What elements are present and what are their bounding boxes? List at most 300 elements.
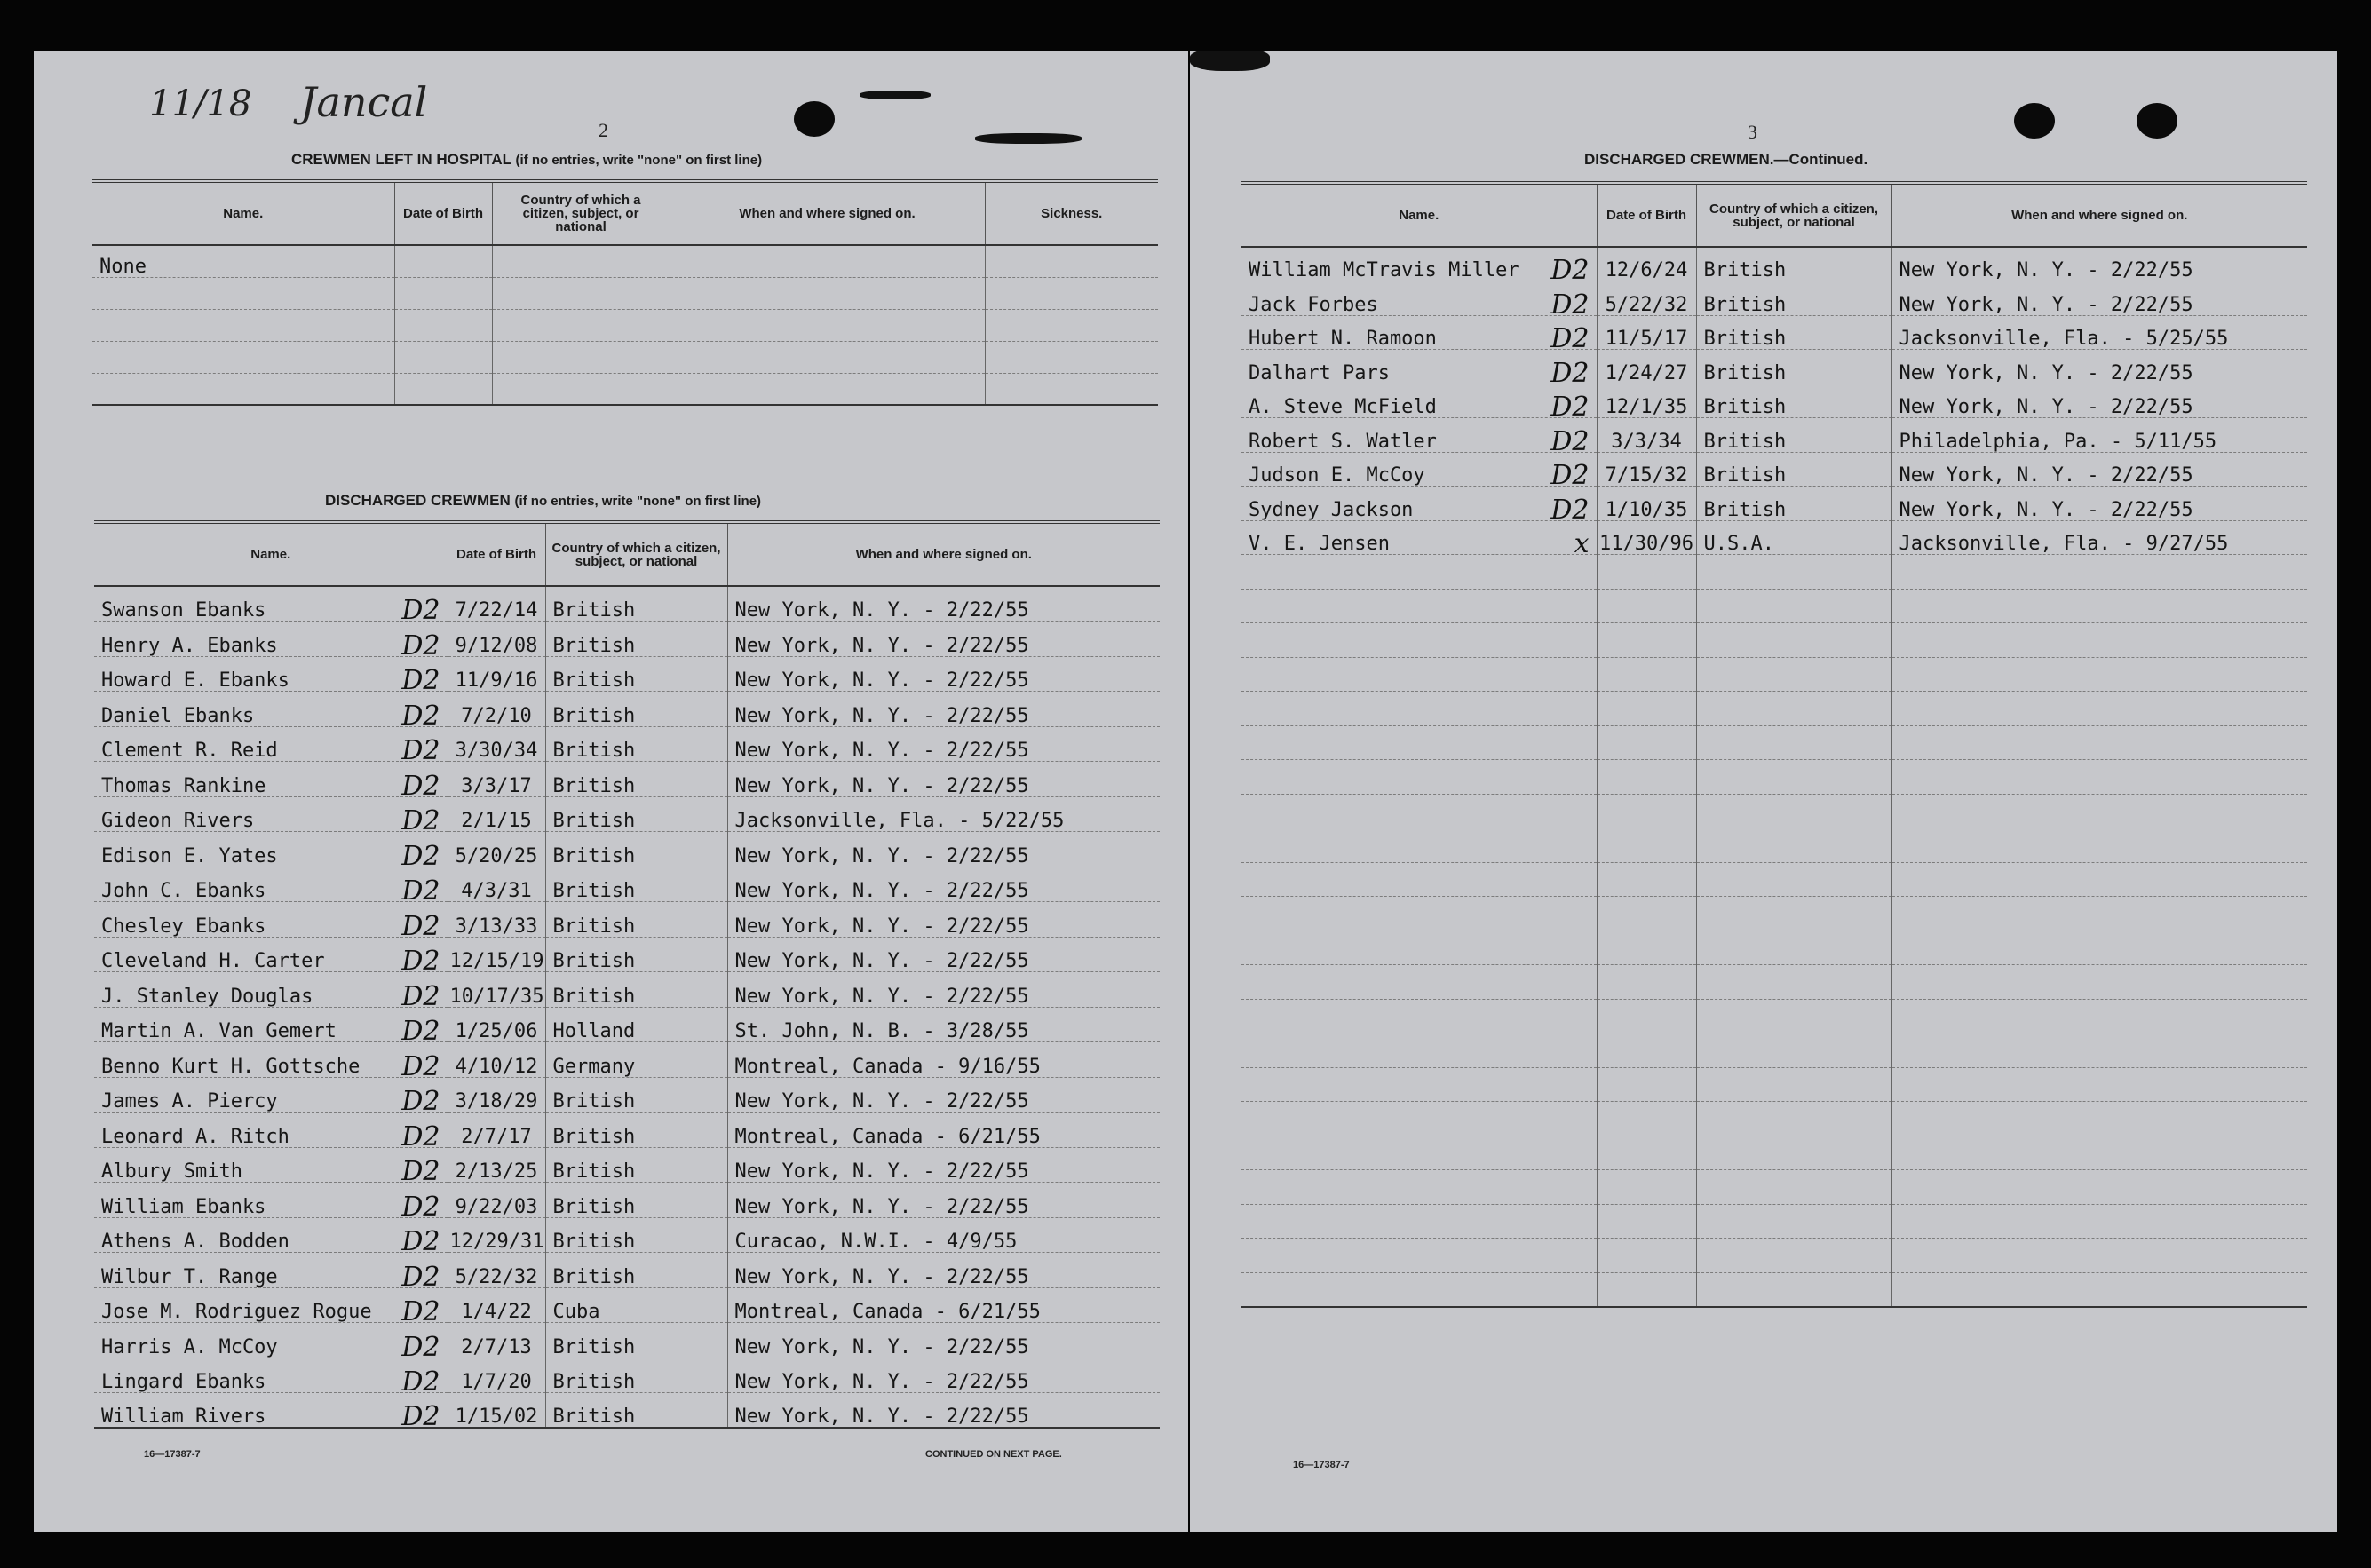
cell-dob: 1/24/27 [1597,350,1696,384]
cell-name [94,586,448,622]
table-row-empty [1241,692,2307,726]
cell-dob [1597,589,1696,623]
table-row-empty [1241,1102,2307,1136]
cell-name [1241,350,1597,384]
cell-signed-on [670,309,985,341]
discharge-mark: D2 [401,1331,440,1358]
cell-signed-on: New York, N. Y. - 2/22/55 [727,622,1160,657]
cell-country: British [545,796,727,832]
discharge-mark: D2 [401,770,440,796]
cell-signed-on: New York, N. Y. - 2/22/55 [727,972,1160,1008]
cell-signed-on [670,277,985,309]
cell-signed-on [1891,828,2307,863]
table-row [1241,418,2307,453]
cell-name [94,902,448,938]
cell-signed-on [1891,657,2307,692]
cell-country: British [545,1113,727,1148]
crew-name: Sydney Jackson [1249,498,1414,520]
punch-hole [794,101,835,137]
cell-country: Holland [545,1007,727,1042]
cell-name [94,1077,448,1113]
cell-name [94,832,448,867]
cell-signed-on: New York, N. Y. - 2/22/55 [727,762,1160,797]
col-header-name: Name. [94,522,448,586]
cell-country: British [1696,247,1891,281]
cell-name [94,656,448,692]
cell-dob [1597,1136,1696,1170]
cell-name [94,1007,448,1042]
cell-sickness [985,309,1158,341]
cell-dob: 5/22/32 [1597,281,1696,316]
cell-name [1241,725,1597,760]
cell-signed-on [1891,999,2307,1033]
discharge-mark: D2 [401,840,440,867]
discharge-mark: D2 [401,1121,440,1147]
form-number: 16—17387-7 [1293,1460,1350,1470]
cell-signed-on [1891,897,2307,931]
discharge-mark: D2 [1550,392,1590,418]
cell-name [1241,999,1597,1033]
cell-dob: 7/22/14 [448,586,545,622]
table-row [94,1253,1160,1288]
table-row-empty [1241,589,2307,623]
col-header-country: Country of which a citizen, subject, or national [492,181,670,245]
table-row [1241,452,2307,487]
discharged-table [94,520,1160,1429]
cell-signed-on: Jacksonville, Fla. - 5/22/55 [727,796,1160,832]
crew-name: John C. Ebanks [101,880,266,902]
cell-sickness [985,341,1158,373]
discharge-mark: D2 [401,910,440,937]
discharge-mark: D2 [1550,357,1590,384]
cell-signed-on [1891,862,2307,897]
cell-country [1696,1067,1891,1102]
col-header-dob: Date of Birth [394,181,492,245]
cell-country: British [545,692,727,727]
col-header-dob: Date of Birth [1597,183,1696,247]
discharge-mark: D2 [401,875,440,902]
cell-signed-on: New York, N. Y. - 2/22/55 [1891,487,2307,521]
cell-dob: 9/12/08 [448,622,545,657]
col-header-name: Name. [92,181,394,245]
ink-smudge [975,133,1082,144]
cell-name [1241,452,1597,487]
cell-dob [1597,760,1696,795]
discharge-mark: D2 [401,735,440,762]
cell-signed-on: Philadelphia, Pa. - 5/11/55 [1891,418,2307,453]
cell-name [94,867,448,902]
cell-dob: 11/9/16 [448,656,545,692]
cell-country: Germany [545,1042,727,1078]
crew-name: Swanson Ebanks [101,599,266,622]
crew-name: Howard E. Ebanks [101,669,289,692]
cell-dob: 3/30/34 [448,726,545,762]
cell-signed-on: New York, N. Y. - 2/22/55 [1891,384,2307,418]
cell-signed-on: New York, N. Y. - 2/22/55 [727,832,1160,867]
cell-country: British [1696,281,1891,316]
cell-name [1241,1170,1597,1205]
cell-dob [1597,794,1696,828]
cell-name [94,692,448,727]
cell-signed-on [1891,1067,2307,1102]
crew-name: Cleveland H. Carter [101,950,325,972]
cell-dob [1597,725,1696,760]
crew-name: Harris A. McCoy [101,1335,278,1358]
cell-dob [394,245,492,277]
discharge-mark: D2 [401,1086,440,1113]
table-row-empty [1241,999,2307,1033]
cell-signed-on: New York, N. Y. - 2/22/55 [727,867,1160,902]
cell-signed-on: New York, N. Y. - 2/22/55 [727,1358,1160,1393]
cell-dob: 11/30/96 [1597,520,1696,555]
cell-dob [1597,623,1696,658]
table-row-empty [1241,1067,2307,1102]
punch-hole [2137,103,2177,139]
cell-signed-on: New York, N. Y. - 2/22/55 [727,1077,1160,1113]
cell-name [1241,1239,1597,1273]
discharge-mark: D2 [401,595,440,622]
cell-signed-on: New York, N. Y. - 2/22/55 [727,726,1160,762]
discharged-heading [325,492,761,510]
cell-dob [1597,897,1696,931]
discharge-mark: D2 [1550,425,1590,452]
cell-signed-on: New York, N. Y. - 2/22/55 [727,937,1160,972]
cell-country: British [545,656,727,692]
col-header-dob: Date of Birth [448,522,545,586]
table-row [1241,384,2307,418]
cell-dob: 5/20/25 [448,832,545,867]
cell-signed-on: Montreal, Canada - 9/16/55 [727,1042,1160,1078]
cell-country [1696,1239,1891,1273]
discharge-mark: D2 [401,1226,440,1253]
cell-signed-on: New York, N. Y. - 2/22/55 [1891,281,2307,316]
table-row [94,656,1160,692]
cell-country: British [1696,350,1891,384]
cell-name [94,1147,448,1183]
cell-signed-on: Curacao, N.W.I. - 4/9/55 [727,1217,1160,1253]
cell-country: British [1696,452,1891,487]
table-row [94,902,1160,938]
cell-country: British [545,867,727,902]
cell-dob [1597,1170,1696,1205]
cell-name [94,1287,448,1323]
cell-signed-on: New York, N. Y. - 2/22/55 [727,1393,1160,1429]
cell-signed-on [1891,1033,2307,1068]
cell-name [94,726,448,762]
discharge-mark: D2 [401,1191,440,1217]
cell-country [1696,999,1891,1033]
cell-name [1241,555,1597,590]
cell-dob: 3/18/29 [448,1077,545,1113]
cell-dob: 2/1/15 [448,796,545,832]
discharge-mark: D2 [401,630,440,656]
cell-dob [394,341,492,373]
cell-dob: 3/13/33 [448,902,545,938]
discharge-mark: D2 [401,946,440,972]
cell-name [94,1253,448,1288]
cell-signed-on [1891,589,2307,623]
discharge-mark: x [1574,528,1590,555]
table-row [94,1042,1160,1078]
cell-country: British [545,1147,727,1183]
crew-name: Albury Smith [101,1160,242,1183]
cell-name [1241,760,1597,795]
cell-country [1696,692,1891,726]
cell-dob [1597,999,1696,1033]
cell-country: British [1696,315,1891,350]
cell-country [1696,589,1891,623]
cell-country [1696,760,1891,795]
cell-country [1696,828,1891,863]
cell-name [1241,692,1597,726]
table-row-empty [1241,725,2307,760]
cell-signed-on: New York, N. Y. - 2/22/55 [727,1147,1160,1183]
cell-dob [1597,931,1696,965]
table-row [1241,487,2307,521]
col-header-signed-on: When and where signed on. [1891,183,2307,247]
cell-dob [1597,657,1696,692]
cell-signed-on [1891,1272,2307,1307]
punch-hole [2014,103,2055,139]
crew-name: Jack Forbes [1249,293,1378,315]
cell-signed-on [1891,692,2307,726]
crew-name: Martin A. Van Gemert [101,1020,337,1042]
hospital-heading-title: CREWMEN LEFT IN HOSPITAL [291,151,511,168]
cell-dob: 12/6/24 [1597,247,1696,281]
cell-dob [394,309,492,341]
cell-signed-on [1891,965,2307,1000]
cell-name [94,1393,448,1429]
cell-country: British [545,1358,727,1393]
crew-name: Daniel Ebanks [101,704,255,726]
table-row-empty [1241,862,2307,897]
crew-name: Dalhart Pars [1249,361,1390,384]
cell-name [1241,965,1597,1000]
cell-dob: 10/17/35 [448,972,545,1008]
cell-dob: 2/13/25 [448,1147,545,1183]
table-row-empty [1241,1033,2307,1068]
cell-country [1696,1136,1891,1170]
cell-dob [1597,1102,1696,1136]
cell-sickness [985,373,1158,405]
table-row [94,726,1160,762]
cell-country: British [545,726,727,762]
cell-name [1241,247,1597,281]
cell-dob: 4/10/12 [448,1042,545,1078]
cell-signed-on: New York, N. Y. - 2/22/55 [727,656,1160,692]
handwritten-number: 11/18 [149,83,252,124]
table-row [94,1147,1160,1183]
cell-signed-on [670,341,985,373]
cell-country [1696,1102,1891,1136]
col-header-name: Name. [1241,183,1597,247]
cell-dob: 2/7/13 [448,1323,545,1358]
table-row-empty [1241,965,2307,1000]
cell-country: British [545,586,727,622]
cell-name [94,1358,448,1393]
cell-country: British [1696,384,1891,418]
cell-signed-on: Jacksonville, Fla. - 9/27/55 [1891,520,2307,555]
cell-country [492,341,670,373]
cell-name [1241,589,1597,623]
cell-country: British [545,937,727,972]
cell-name [1241,828,1597,863]
cell-name [1241,1033,1597,1068]
table-row-empty [1241,897,2307,931]
cell-signed-on: New York, N. Y. - 2/22/55 [1891,452,2307,487]
discharge-mark: D2 [401,1401,440,1428]
hospital-heading-note: (if no entries, write "none" on first line) [515,153,763,168]
crew-name: Leonard A. Ritch [101,1125,289,1147]
discharge-mark: D2 [1550,255,1590,281]
discharge-mark: D2 [1550,323,1590,350]
cell-dob: 4/3/31 [448,867,545,902]
form-number: 16—17387-7 [144,1449,201,1460]
cell-dob [394,277,492,309]
discharge-mark: D2 [401,805,440,832]
table-row-empty [1241,1136,2307,1170]
cell-name [1241,897,1597,931]
cell-name [94,937,448,972]
cell-country: U.S.A. [1696,520,1891,555]
table-row [92,277,1158,309]
crew-name: Athens A. Bodden [101,1231,289,1253]
cell-country [1696,1033,1891,1068]
left-page [34,51,1188,1532]
hospital-table [92,179,1158,406]
cell-signed-on [1891,555,2307,590]
cell-signed-on: New York, N. Y. - 2/22/55 [727,692,1160,727]
table-row [1241,281,2307,316]
discharge-mark: D2 [401,1016,440,1042]
cell-dob: 11/5/17 [1597,315,1696,350]
crew-name: James A. Piercy [101,1090,278,1113]
table-row [92,245,1158,277]
cell-dob [1597,692,1696,726]
crew-name: Thomas Rankine [101,774,266,796]
table-row-empty [1241,1239,2307,1273]
cell-name [94,796,448,832]
cell-name [1241,862,1597,897]
cell-dob: 5/22/32 [448,1253,545,1288]
cell-signed-on [1891,1170,2307,1205]
cell-country [492,309,670,341]
cell-country [1696,725,1891,760]
cell-signed-on [1891,1239,2307,1273]
cell-dob [1597,1239,1696,1273]
cell-signed-on [1891,760,2307,795]
cell-sickness [985,245,1158,277]
cell-country [492,277,670,309]
cell-dob [1597,555,1696,590]
cell-dob: 12/29/31 [448,1217,545,1253]
cell-country [1696,794,1891,828]
cell-dob: 12/15/19 [448,937,545,972]
cell-name [1241,1204,1597,1239]
table-row-empty [1241,623,2307,658]
cell-dob: 1/4/22 [448,1287,545,1323]
cell-name [1241,384,1597,418]
discharge-mark: D2 [1550,460,1590,487]
cell-country [1696,931,1891,965]
table-row [94,867,1160,902]
discharged-heading-note: (if no entries, write "none" on first line) [514,494,762,509]
cell-country: British [545,622,727,657]
cell-country: Cuba [545,1287,727,1323]
cell-signed-on: New York, N. Y. - 2/22/55 [727,586,1160,622]
cell-dob [1597,1067,1696,1102]
table-row [94,972,1160,1008]
table-row-empty [1241,931,2307,965]
table-row [94,1287,1160,1323]
cell-name [1241,623,1597,658]
cell-signed-on [670,373,985,405]
cell-signed-on [1891,623,2307,658]
col-header-signed-on: When and where signed on. [727,522,1160,586]
table-row [1241,315,2307,350]
cell-name [1241,657,1597,692]
ink-smudge [1190,51,1270,71]
discharge-mark: D2 [401,700,440,726]
discharge-mark: D2 [401,1156,440,1183]
crew-name: V. E. Jensen [1249,533,1390,555]
col-header-signed-on: When and where signed on. [670,181,985,245]
cell-country [492,245,670,277]
table-row [94,762,1160,797]
table-row [1241,520,2307,555]
cell-name [94,622,448,657]
cell-country: British [545,1253,727,1288]
crew-name: Chesley Ebanks [101,915,266,937]
table-row-empty [1241,1204,2307,1239]
crew-name: Hubert N. Ramoon [1249,328,1437,350]
cell-name [1241,418,1597,453]
cell-name [94,972,448,1008]
cell-dob: 7/15/32 [1597,452,1696,487]
discharged-heading-title: DISCHARGED CREWMEN [325,492,511,509]
crew-name: J. Stanley Douglas [101,985,313,1007]
cell-name [94,1042,448,1078]
ink-smudge [860,91,931,99]
continued-note: CONTINUED ON NEXT PAGE. [925,1449,1062,1460]
cell-signed-on: New York, N. Y. - 2/22/55 [727,1253,1160,1288]
crew-name: Benno Kurt H. Gottsche [101,1055,361,1077]
crew-name: Clement R. Reid [101,740,278,762]
cell-dob: 3/3/17 [448,762,545,797]
cell-dob: 9/22/03 [448,1183,545,1218]
cell-dob [1597,1204,1696,1239]
table-row [94,692,1160,727]
table-row [94,622,1160,657]
discharged-continued-heading: DISCHARGED CREWMEN.—Continued. [1584,151,1868,168]
cell-dob: 1/7/20 [448,1358,545,1393]
table-row [94,1007,1160,1042]
cell-signed-on: New York, N. Y. - 2/22/55 [1891,350,2307,384]
discharge-mark: D2 [401,665,440,692]
crew-name: Jose M. Rodriguez Rogue [101,1301,372,1323]
table-row [94,1358,1160,1393]
cell-signed-on [1891,794,2307,828]
table-row-empty [1241,828,2307,863]
cell-name [1241,520,1597,555]
table-row-empty [1241,760,2307,795]
cell-country [492,373,670,405]
cell-dob: 3/3/34 [1597,418,1696,453]
discharge-mark: D2 [401,1366,440,1393]
cell-signed-on: Jacksonville, Fla. - 5/25/55 [1891,315,2307,350]
crew-name: A. Steve McField [1249,396,1437,418]
cell-name [92,309,394,341]
